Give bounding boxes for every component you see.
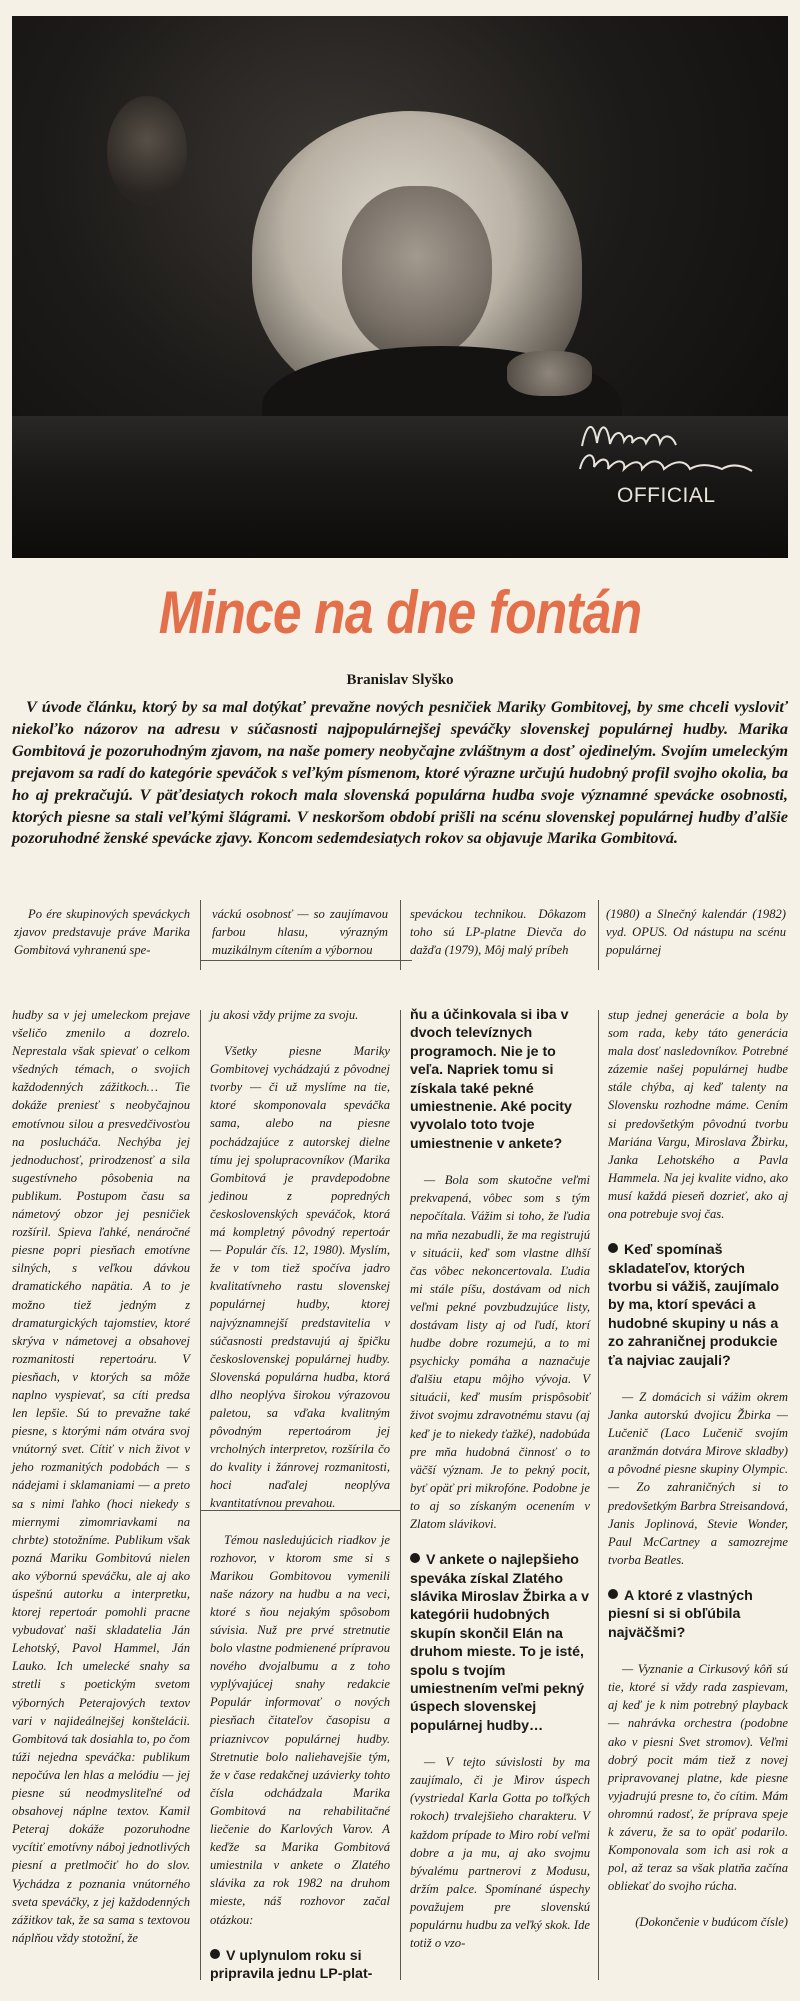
body-column-1 <box>12 1006 190 1965</box>
body-paragraph: ju akosi vždy prijme za svoju. <box>210 1008 359 1022</box>
divider-line <box>200 960 412 961</box>
body-paragraph: hudby sa v jej umeleckom prejave všeličo zmenilo a dozrelo. Neprestala však spievať o celkom všedných témach, o svojich každodenných zážitkoch… Tie dokáže preniesť s neobyčajnou emotívnou silou a presvedčivosťou na poslucháča. Nechýba jej jednoduchosť, prirodzenosť a sila sugestívneho pôsobenia na publikum. Postupom času sa námetový obzor jej pesničiek rozšíril. Spieva ľahké, nenáročné piesne popri piesňach emotívne silných, s veľkou dávkou dramatického napätia. A to je možno tiež jedným z dramaturgických tajomstiev, ktoré skrýva v námetovej a obsahovej rozmanitosti repertoáru. V piesňach, v ktorých sa môže naplno vyspievať, sa cíti predsa len lepšie. Sú to prevažne také piesne, s ktorými nám otvára svoj vnútorný svet. Cítiť v nich život v jeho rozmanitých podobách — s nádejami i sklamaniami — a preto sa s nimi ľahko (hoci niekedy s miernymi zimomriavkami na chrbte) stotožníme. Publikum však pozná Mariku Gombitovú nielen ako výbornú speváčku, ale aj ako úspešnú autorku a interpretku, ktorej repertoár pomohli pracne vybudovať naši skladatelia Ján Lehotský, Pavol Hammel, Ján Lauko. Ich umelecké snahy sa stretli s poetickým svetom výborných Peterajových textov vari v najideálnejšej konštelácii. Gombitová tak dosiahla to, po čom túži nejedna speváčka: publikum nepočúva len hlas a melódiu — jej piesne sú neodmysliteľné od obsahovej náplne textov. Kamil Peteraj dokáže pozoruhodne vycítiť emotívny náboj jednotlivých piesní a pretlmočiť ho do slov. Vychádza z poznania vnútorného sveta speváčky, z jej každodenných zážitkov tak, že sa sama s textovou náplňou vždy stotožní, že <box>12 1008 190 1945</box>
divider-line <box>598 1010 599 1980</box>
divider-line <box>200 900 201 970</box>
autograph-signature <box>572 411 772 486</box>
body-paragraph: Všetky piesne Mariky Gombitovej vychádzajú z pôvodnej tvorby — či už myslíme na tie, ktoré skomponovala speváčka sama, alebo na piesne pochádzajúce z autorskej dielne tímu jej spolupracovníkov (Marika Gombitová je pravdepodobne jedinou z popredných československých speváčok, ktorá má kompletný pôvodný repertoár — Populár čís. 12, 1980). Myslím, že v tom tiež spočíva jadro kvalitatívneho rastu slovenskej populárnej hudby, ktorej najvýznamnejší predstavitelia v súčasnosti predstavujú aj špičku československej populárnej hudby. Slovenská populárna hudba, ktorá dlho neoplýva širokou výrazovou paletou, sa vďaka kvalitným pôvodným repertoárom jej vrcholných interpretov, rozšírila čo do kvality i žánrovej rozmanitosti, hoci naďalej neoplýva kvantitatívnou prevahou. <box>210 1044 390 1511</box>
body-paragraph: stup jednej generácie a bola by som rada, keby táto generácia mala dosť nasledovníkov. Potrebné zázemie našej populárnej hudbe stále chýba, aj keď talenty na Slovensku rozhodne máme. Cením si predovšetkým pôvodnú tvorbu Mariána Vargu, Miroslava Žbirku, Janka Lehotského a Pavla Hammela. Na jej kvalite vidno, ako musí každá pieseň dozrieť, ako aj ona potrebuje svoj čas. <box>608 1008 788 1222</box>
divider-line <box>598 900 599 970</box>
bullet-icon <box>608 1589 618 1599</box>
interview-answer: — Bola som skutočne veľmi prekvapená, vôbec som s tým nepočítala. Vážim si toho, že ľudia na mňa nezabudli, že ma registrujú v situácii, keď som vlastne dlhší čas vôbec nekoncertovala. Ľudia mi stále píšu, dostávam od nich veľmi pekné povzbudzujúce listy, dostávam listy aj od ľudí, ktorí hudbe dobre rozumejú, a to mi psychicky pomáha a naznačuje ďalšiu etapu môjho vývoja. V situácii, keď musím prispôsobiť život svojmu zdravotnému stavu (aj keď je to niekedy ťažké), nadobúda pre mňa hudobná činnosť o to väčší význam. Je to pekný pocit, byť opäť pri mikrofóne. Podobne je to aj so získaným ocenením v Zlatom slávikovi. <box>410 1173 590 1532</box>
divider-line <box>200 1010 201 1980</box>
official-label: OFFICIAL <box>617 484 716 507</box>
background-figure <box>107 96 187 206</box>
interview-answer: — Vyznanie a Cirkusový kôň sú tie, ktoré si vždy rada zaspievam, aj keď je k nim potrebný playback — nahrávka orchestra (podobne ako v piesni Svet stromov). Veľmi dobrý pocit mám tiež z novej pripravovanej platne, kde piesne vyjadrujú presne to, čo cítim. Mám ohromnú radosť, že príprava speje k záveru, že sa to opäť podarilo. Komponovala som ich asi rok a pol, až teraz sa však platňa začína obliekať do svojho rúcha. <box>608 1662 788 1894</box>
interview-answer: — Z domácich si vážim okrem Janka autorskú dvojicu Žbirka — Lučenič (Laco Lučenič svojím aranžmán dotvára Mirove skladby) a pôvodné piesne skupiny Olympic. — Zo zahraničných si to predovšetkým Barbra Streisandová, Janis Joplinová, Stevie Wonder, Paul McCartney a samozrejme tvorba Beatles. <box>608 1389 788 1567</box>
lead-paragraph: V úvode článku, ktorý by sa mal dotýkať prevažne nových pesničiek Mariky Gombitovej, by sme chceli vysloviť niekoľko názorov na adresu v súčasnosti najpopulárnejšej speváčky slovenskej populárnej hudby. Marika Gombitová je pozoruhodným zjavom, na naše pomery neobyčajne zvláštnym a dosť ojedinelým. Svojím umeleckým prejavom sa radí do kategórie speváčok s veľkým písmenom, ktoré výrazne určujú hudobný profil svojho okolia, ba ho aj prekračujú. V päťdesiatych rokoch mala slovenská populárna hudba svoje významné spevácke osobnosti, ktorých piesne sa stali veľkými šlágrami. V neskoršom období prišli na scénu slovenskej populárnej hudby ďalšie pozoruhodné ženské spevácke zjavy. Koncom sedemdesiatych rokov sa objavuje Marika Gombitová. <box>12 697 788 848</box>
continuation-note: (Dokončenie v budúcom čísle) <box>635 1915 788 1930</box>
interview-question: Keď spomínaš skladateľov, ktorých tvorbu si vážiš, zaujímalo by ma, ktorí speváci a hudobné skupiny u nás a zo zahraničnej produkcie ťa najviac zaujali? <box>608 1242 780 1369</box>
singer-hand <box>507 351 592 396</box>
article-author: Branislav Slyško <box>346 672 454 688</box>
body-column-2 <box>210 1006 390 2001</box>
body-column-4 <box>608 1006 788 1949</box>
article-title: Mince na dne fontán <box>158 579 642 646</box>
interview-question: ňu a účinkovala si iba v dvoch televíznych programoch. Nie je to veľa. Napriek tomu si získala také pekné umiestnenie. Aké pocity vyvolalo toto tvoje umiestnenie v ankete? <box>410 1007 572 1152</box>
bullet-icon <box>210 1949 220 1959</box>
top-column-4: (1980) a Slnečný kalendár (1982) vyd. OPUS. Od nástupu na scénu populárnej <box>606 907 786 958</box>
article-photo <box>12 16 788 558</box>
interview-answer: — V tejto súvislosti by ma zaujímalo, či je Mirov úspech (vystriedal Karla Gotta po toľkých rokoch) trvalejšieho charakteru. V každom prípade to Miro robí veľmi dobre a ja mu, aj ako svojmu bývalému partnerovi z Modusu, držím palce. Spomínané úspechy považujem pre slovenskú populárnu hudbu za veľký skok. Ide totiž o vzo- <box>410 1755 590 1951</box>
body-paragraph: Témou nasledujúcich riadkov je rozhovor, v ktorom sme si s Marikou Gombitovou vymenili naše názory na hudbu a na veci, ktoré s ňou nejakým spôsobom súvisia. Nuž pre prvé stretnutie bolo vlastne podmienené prípravou nového dvojalbumu a z toho vyplývajúcej snahy redakcie Populár informovať o nových piesňach čitateľov časopisu a priaznivcov populárnej hudby. Stretnutie bolo naliehavejšie tým, že v čase redakčnej uzávierky tohto čísla odchádzala Marika Gombitová na rehabilitačné liečenie do Karlových Varov. A keďže sa Marika Gombitová umiestnila v ankete o Zlatého slávika za rok 1982 na druhom mieste, náš rozhovor začal otázkou: <box>210 1532 390 1927</box>
bullet-icon <box>608 1243 618 1253</box>
bullet-icon <box>410 1553 420 1563</box>
body-column-3 <box>410 1006 590 1970</box>
singer-face <box>342 186 492 361</box>
interview-question: V uplynulom roku si pripravila jednu LP-plat- <box>210 1947 373 1982</box>
top-column-1: Po ére skupinových speváckych zjavov predstavuje práve Marika Gombitová vyhranenú spe- <box>14 907 190 958</box>
top-column-2: váckú osobnosť — so zaujímavou farbou hlasu, výrazným muzikálnym cítením a výbornou <box>212 907 388 958</box>
divider-line <box>400 900 401 970</box>
interview-question: V ankete o najlepšieho speváka získal Zlatého slávika Miroslav Žbirka a v kategórii hudobných skupín skončil Elán na druhom mieste. To je isté, spolu s tvojím umiestnením veľmi pekný úspech slovenskej populárnej hudby… <box>410 1552 590 1734</box>
top-column-3: speváckou technikou. Dôkazom toho sú LP-platne Dievča do dažďa (1979), Môj malý príbeh <box>410 907 586 958</box>
divider-line <box>400 1010 401 1980</box>
interview-question: A ktoré z vlastných piesní si si obľúbila najväčšmi? <box>608 1587 753 1641</box>
